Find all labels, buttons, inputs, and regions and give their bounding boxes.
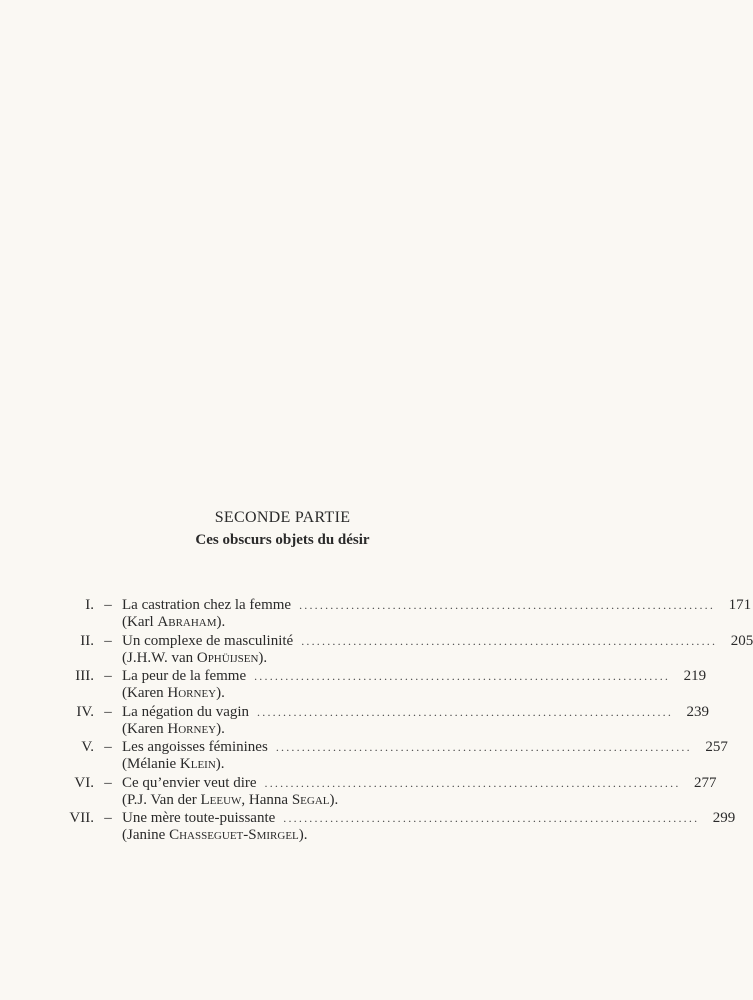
page-number: 219: [683, 668, 707, 684]
part-label: SECONDE PARTIE: [214, 509, 351, 526]
chapter-author: (P.J. Van der Leeuw, Hanna Segal).: [122, 791, 339, 808]
page-number: 277: [694, 774, 717, 791]
leader-dots: ................................................................................: [283, 811, 700, 825]
part-subtitle: Ces obscurs objets du désir: [195, 532, 370, 548]
page-number: 205: [730, 632, 753, 649]
toc-entry-6: [60, 774, 717, 810]
chapter-author: (Karen Horney).: [122, 720, 225, 737]
part-header: [0, 508, 565, 550]
chapter-number: V.: [81, 739, 94, 755]
chapter-title: Une mère toute-puissante: [122, 810, 276, 826]
chapter-title: La peur de la femme: [122, 668, 247, 684]
chapter-dash: –: [104, 632, 112, 649]
page-number: 239: [686, 703, 710, 720]
chapter-number: III.: [75, 668, 94, 684]
chapter-author: (J.H.W. van Ophüijsen).: [122, 649, 268, 666]
toc-entry-1: [60, 596, 752, 632]
chapter-author: (Janine Chasseguet-Smirgel).: [122, 827, 308, 843]
chapter-author: (Mélanie Klein).: [122, 756, 225, 772]
chapter-dash: –: [104, 774, 112, 791]
chapter-dash: –: [104, 597, 112, 613]
leader-dots: ................................................................................: [275, 740, 692, 754]
chapter-title: Un complexe de masculinité: [122, 632, 294, 649]
chapter-author: (Karl Abraham).: [122, 614, 226, 630]
leader-dots: ................................................................................: [257, 704, 674, 719]
chapter-title: La négation du vagin: [122, 703, 250, 720]
toc-entry-2: [60, 632, 753, 668]
chapter-author: (Karen Horney).: [122, 685, 225, 701]
leader-dots: ................................................................................: [254, 669, 671, 683]
chapter-number: IV.: [76, 703, 94, 720]
toc-entry-5: [60, 738, 728, 774]
chapter-number: I.: [85, 597, 94, 613]
leader-dots: ................................................................................: [301, 633, 718, 648]
chapter-title: Ce qu’envier veut dire: [122, 774, 257, 791]
chapter-number: VI.: [74, 774, 94, 791]
toc-entry-3: [60, 667, 707, 703]
chapter-dash: –: [104, 810, 112, 826]
page-number: 299: [712, 810, 736, 826]
chapter-title: Les angoisses féminines: [122, 739, 268, 755]
leader-dots: ................................................................................: [299, 598, 716, 612]
toc-entry-7: [60, 809, 736, 845]
chapter-number: VII.: [69, 810, 94, 826]
chapter-number: II.: [80, 632, 94, 649]
leader-dots: ................................................................................: [264, 775, 681, 790]
page-number: 257: [705, 739, 728, 755]
chapter-dash: –: [104, 703, 112, 720]
toc-entry-4: [60, 703, 710, 739]
page-number: 171: [728, 597, 752, 613]
table-of-contents: [60, 596, 753, 845]
chapter-dash: –: [104, 739, 112, 755]
chapter-dash: –: [104, 668, 112, 684]
chapter-title: La castration chez la femme: [122, 597, 292, 613]
